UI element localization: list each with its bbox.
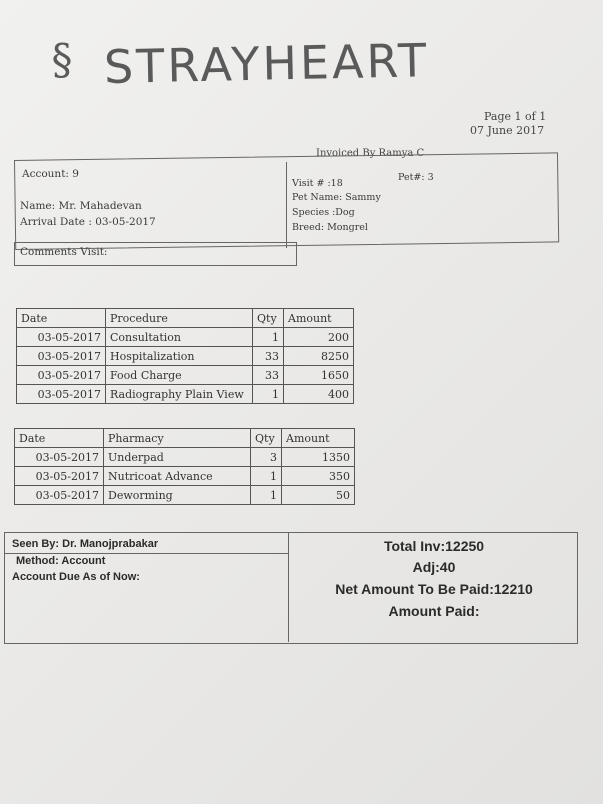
species: Species :Dog [292,207,355,218]
cell-date: 03-05-2017 [17,328,106,347]
comments-label: Comments Visit: [20,246,108,258]
table-row [17,385,354,404]
cell-amount: 350 [282,467,355,486]
cell-amount: 200 [284,328,354,347]
cell-amount: 1650 [284,366,354,385]
table-row [17,347,354,366]
column-header: Pharmacy [104,429,251,448]
cell-qty: 1 [251,467,282,486]
cell-date: 03-05-2017 [17,385,106,404]
cell-amount: 8250 [284,347,354,366]
summary-divider [288,532,289,642]
brand-title: STRAYHEART [103,33,430,94]
column-header: Qty [251,429,282,448]
adjustment: Adj:40 [412,559,456,575]
pet-number: Pet#: 3 [398,172,434,183]
total-invoice: Total Inv:12250 [383,538,485,554]
stray-heart-monogram-icon: § [51,35,73,84]
seen-by-underline [4,553,288,554]
cell-item: Deworming [104,486,251,505]
table-row [17,366,354,385]
owner-name: Name: Mr. Mahadevan [20,200,142,212]
column-header: Procedure [106,309,253,328]
cell-qty: 1 [253,385,284,404]
pet-name: Pet Name: Sammy [292,192,381,203]
table-row [17,328,354,347]
cell-date: 03-05-2017 [17,347,106,366]
seen-by: Seen By: Dr. Manojprabakar [12,538,159,550]
column-header: Amount [284,309,354,328]
visit-number: Visit # :18 [292,178,343,189]
cell-procedure: Hospitalization [106,347,253,366]
column-header: Date [15,429,104,448]
cell-amount: 400 [284,385,354,404]
page-number: Page 1 of 1 [484,110,547,123]
cell-qty: 1 [253,328,284,347]
invoiced-by: Invoiced By Ramya C [316,148,425,159]
cell-qty: 33 [253,366,284,385]
account-divider [286,162,287,248]
cell-date: 03-05-2017 [15,467,104,486]
table-row [15,448,355,467]
cell-date: 03-05-2017 [15,486,104,505]
cell-item: Nutricoat Advance [104,467,251,486]
procedures-table [16,308,354,404]
amount-paid: Amount Paid: [388,603,480,619]
cell-date: 03-05-2017 [15,448,104,467]
cell-procedure: Food Charge [106,366,253,385]
cell-amount: 50 [282,486,355,505]
table-row [15,467,355,486]
table-header-row [17,309,354,328]
cell-qty: 1 [251,486,282,505]
cell-date: 03-05-2017 [17,366,106,385]
invoice-date: 07 June 2017 [470,124,545,137]
cell-amount: 1350 [282,448,355,467]
arrival-date: Arrival Date : 03-05-2017 [20,216,156,228]
cell-item: Underpad [104,448,251,467]
column-header: Amount [282,429,355,448]
account-due: Account Due As of Now: [12,571,140,583]
column-header: Date [17,309,106,328]
account-number: Account: 9 [22,168,79,180]
payment-method: Method: Account [16,555,106,567]
cell-procedure: Radiography Plain View [106,385,253,404]
cell-qty: 3 [251,448,282,467]
cell-qty: 33 [253,347,284,366]
breed: Breed: Mongrel [292,222,368,233]
pharmacy-table [14,428,355,505]
cell-procedure: Consultation [106,328,253,347]
table-header-row [15,429,355,448]
table-row [15,486,355,505]
column-header: Qty [253,309,284,328]
net-amount: Net Amount To Be Paid:12210 [335,581,533,597]
